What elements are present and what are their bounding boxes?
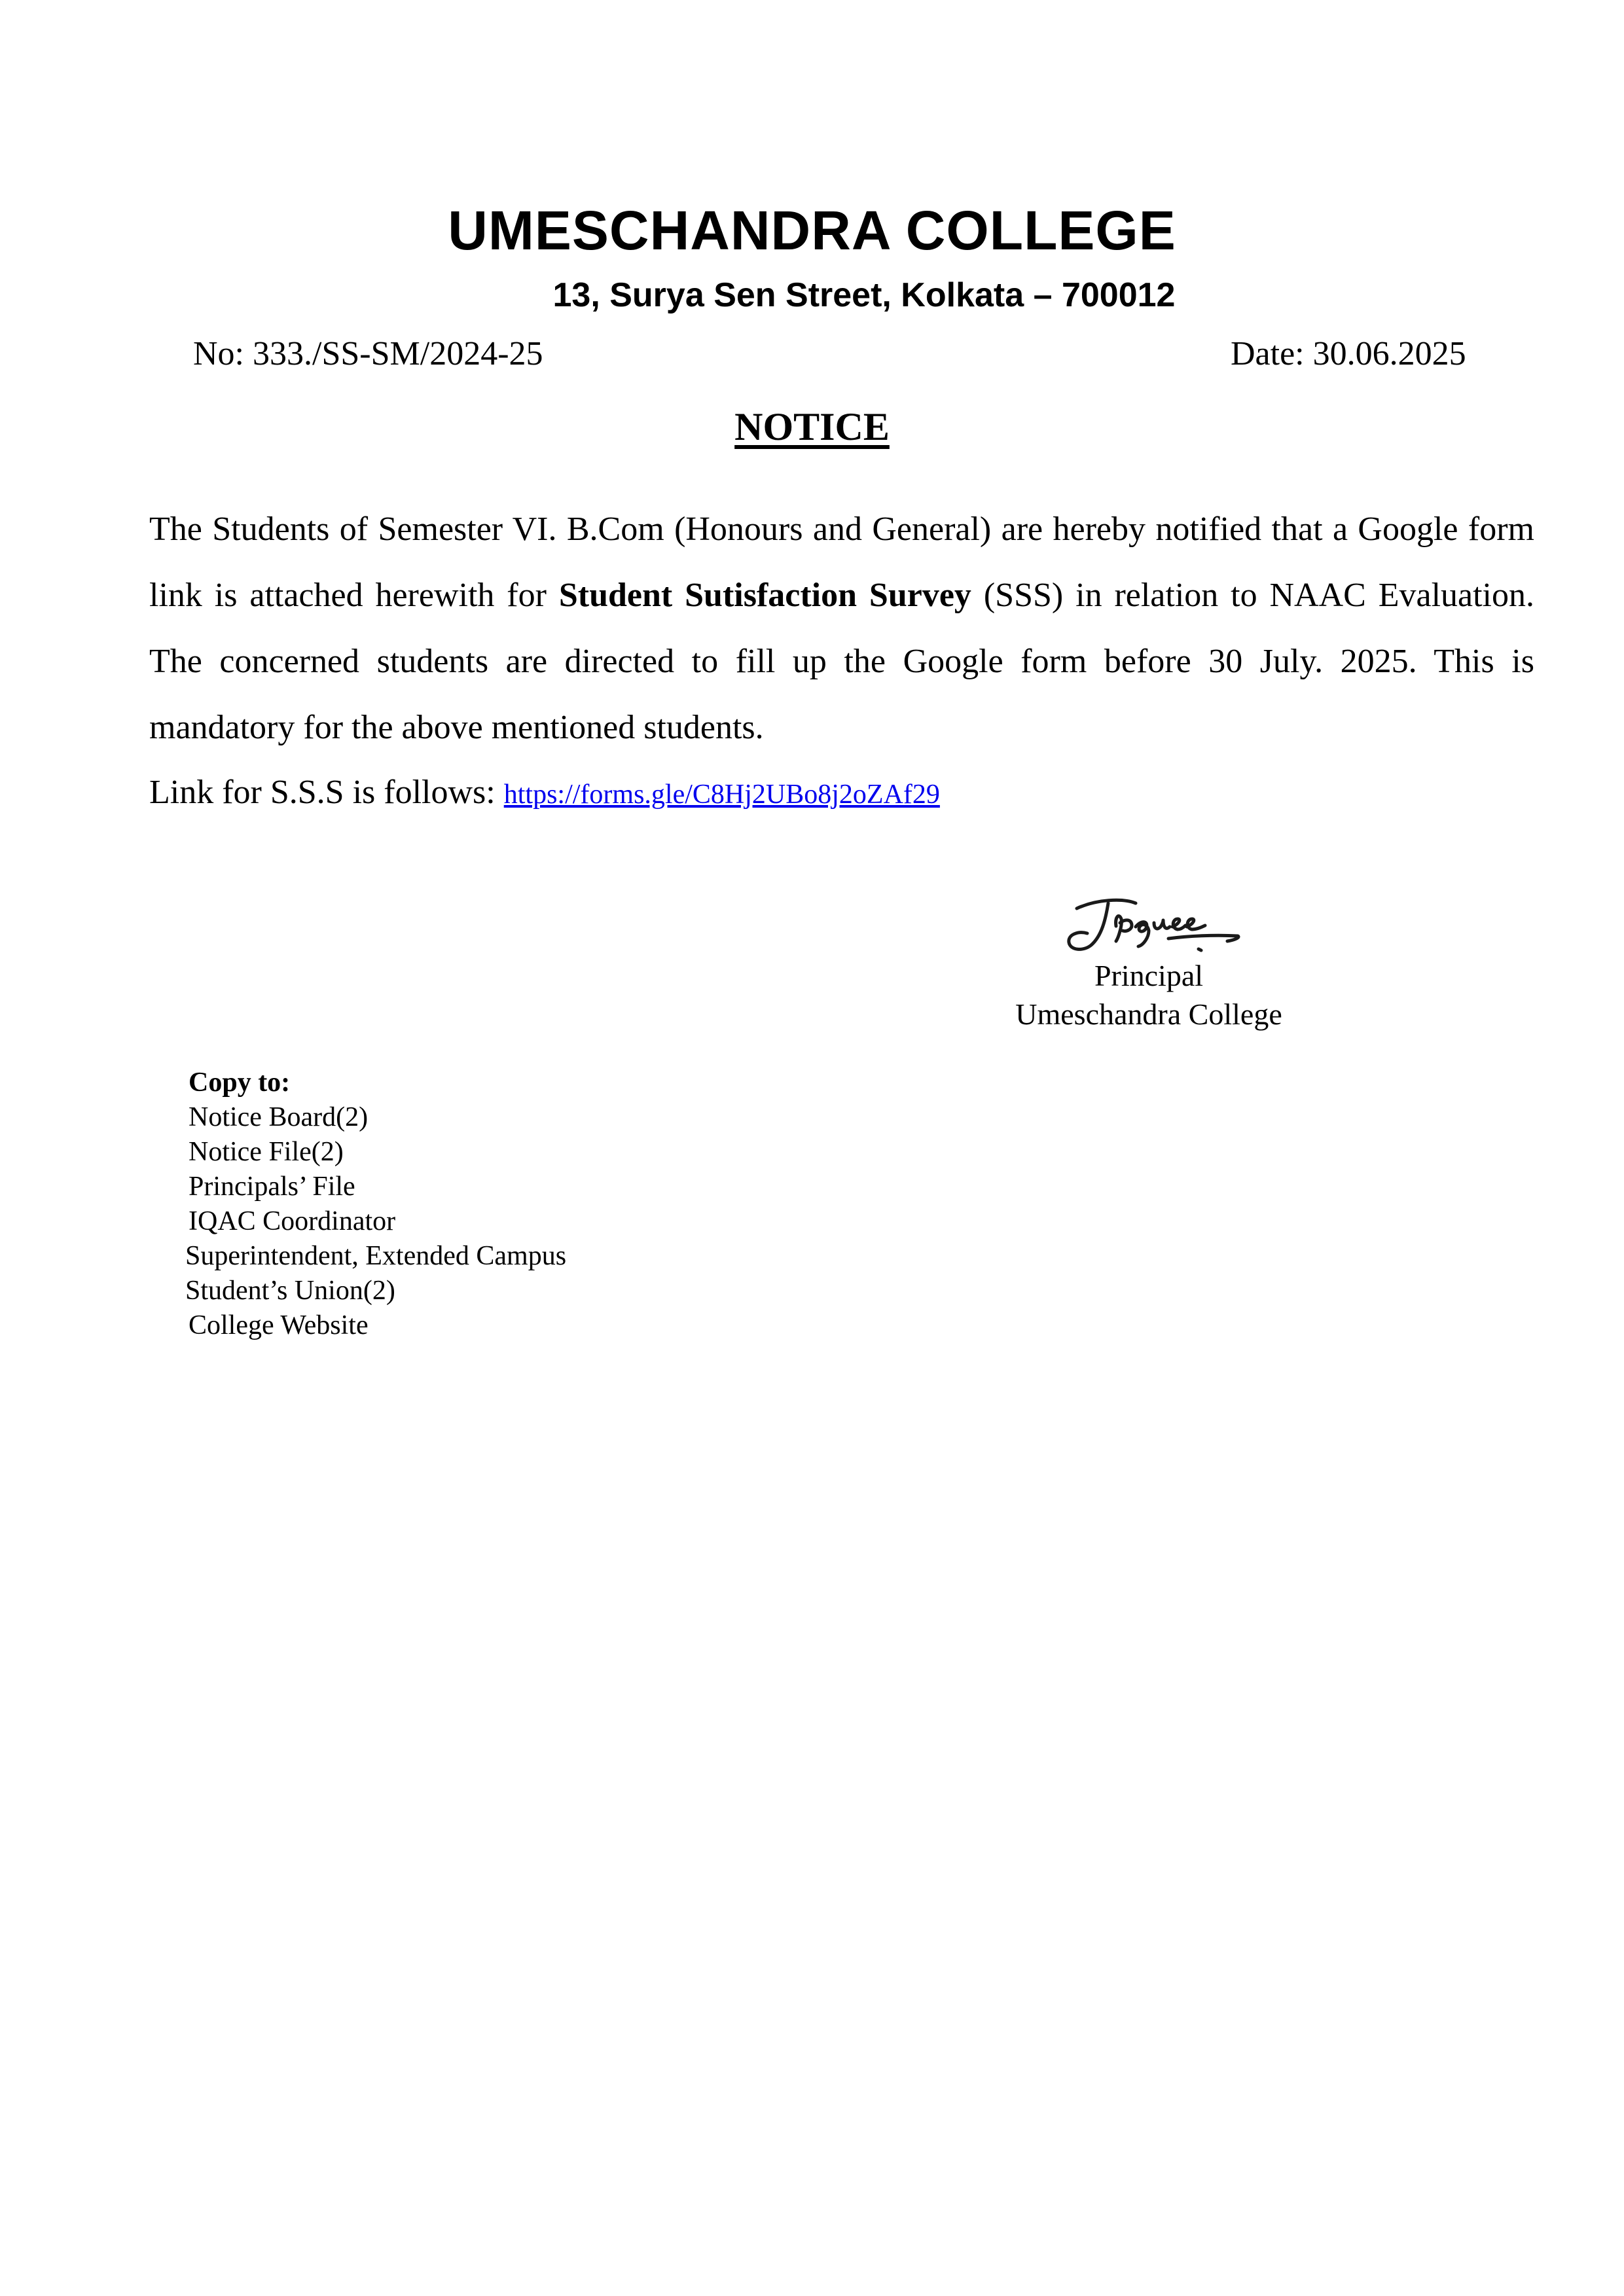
signatory-college: Umeschandra College (1015, 997, 1282, 1031)
principal-signature (1051, 890, 1247, 962)
signatory-title: Principal (1094, 959, 1204, 992)
copy-to-item: Superintendent, Extended Campus (185, 1241, 567, 1271)
copy-to-item: Notice Board(2) (189, 1102, 369, 1132)
college-name: UMESCHANDRA COLLEGE (448, 200, 1176, 261)
copy-to-item: Principals’ File (189, 1172, 355, 1202)
copy-to-item: Student’s Union(2) (185, 1276, 395, 1306)
copy-to-item: IQAC Coordinator (189, 1206, 396, 1236)
notice-body (149, 496, 1534, 761)
link-label: Link for S.S.S is follows: (149, 774, 504, 811)
link-line (149, 759, 940, 828)
notice-body-text: The Students of Semester VI. B.Com (Honours and General) are hereby notified that a Google form link is attached herewith for (149, 511, 1534, 614)
copy-to-list (185, 1066, 567, 1343)
survey-name: Student Sutisfaction Survey (558, 577, 971, 614)
copy-to-item: Notice File(2) (189, 1137, 344, 1167)
reference-number: No: 333./SS-SM/2024-25 (193, 335, 543, 372)
copy-to-heading: Copy to: (189, 1067, 291, 1098)
notice-date: Date: 30.06.2025 (1231, 335, 1466, 372)
notice-body-text-continued: (SSS) in relation to NAAC Evaluation. The concerned students are directed to fill up the Google form before 30 July. 2025. This is mandatory for the above mentioned students. (149, 577, 1535, 746)
copy-to-item: College Website (189, 1310, 369, 1340)
notice-heading: NOTICE (734, 405, 890, 448)
survey-form-link[interactable]: https://forms.gle/C8Hj2UBo8j2oZAf29 (503, 780, 940, 810)
college-address: 13, Surya Sen Street, Kolkata – 700012 (552, 276, 1176, 314)
